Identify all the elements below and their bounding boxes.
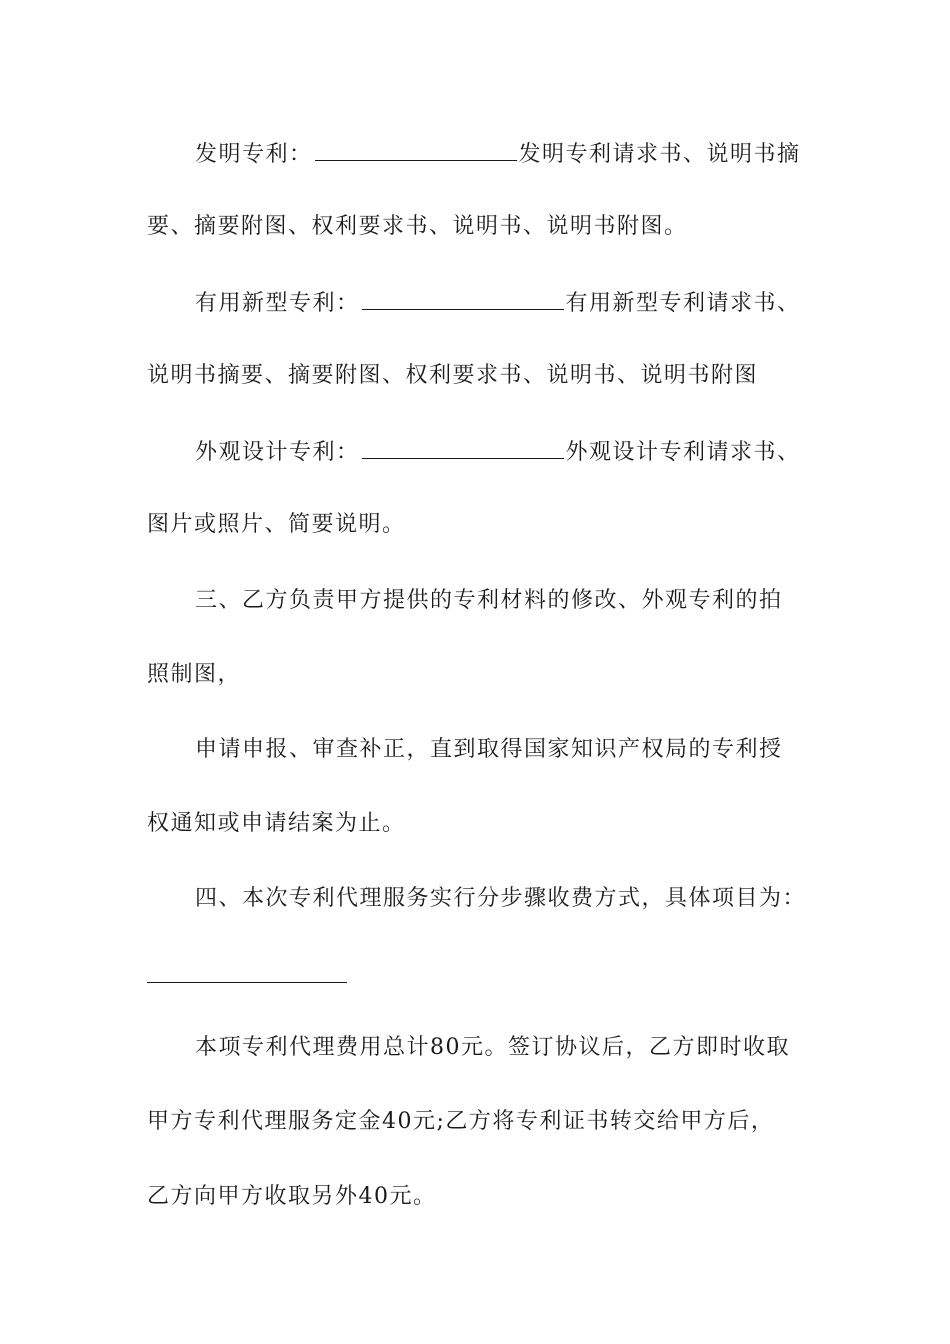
clause-four-line1: 四、本次专利代理服务实行分步骤收费方式，具体项目为： <box>195 886 807 911</box>
fee-items-blank-line <box>147 982 347 983</box>
utility-patent-blank <box>362 287 564 310</box>
application-line2: 权通知或申请结案为止。 <box>147 811 406 836</box>
invention-patent-continuation: 要、摘要附图、权利要求书、说明书、说明书附图。 <box>147 214 688 239</box>
utility-patent-continuation: 说明书摘要、摘要附图、权利要求书、说明书、说明书附图 <box>147 363 759 388</box>
fee-total-line1: 本项专利代理费用总计80元。签订协议后，乙方即时收取 <box>195 1035 790 1060</box>
design-patent-text: 外观设计专利请求书、 <box>565 440 801 465</box>
design-patent-line <box>195 436 875 466</box>
fee-total-line2: 甲方专利代理服务定金40元;乙方将专利证书转交给甲方后， <box>147 1109 775 1134</box>
utility-patent-line <box>195 287 875 317</box>
utility-patent-label: 有用新型专利： <box>195 291 360 316</box>
clause-three-line1: 三、乙方负责甲方提供的专利材料的修改、外观专利的拍 <box>195 588 783 613</box>
invention-patent-text: 发明专利请求书、说明书摘 <box>518 142 801 167</box>
invention-patent-blank <box>315 138 517 161</box>
design-patent-blank <box>362 436 564 459</box>
utility-patent-text: 有用新型专利请求书、 <box>565 291 801 316</box>
invention-patent-line <box>195 138 875 168</box>
design-patent-label: 外观设计专利： <box>195 440 360 465</box>
design-patent-continuation: 图片或照片、简要说明。 <box>147 512 406 537</box>
application-line1: 申请申报、审查补正，直到取得国家知识产权局的专利授 <box>195 737 783 762</box>
clause-three-line2: 照制图， <box>147 662 242 687</box>
invention-patent-label: 发明专利： <box>195 142 313 167</box>
fee-total-line3: 乙方向甲方收取另外40元。 <box>147 1184 437 1209</box>
